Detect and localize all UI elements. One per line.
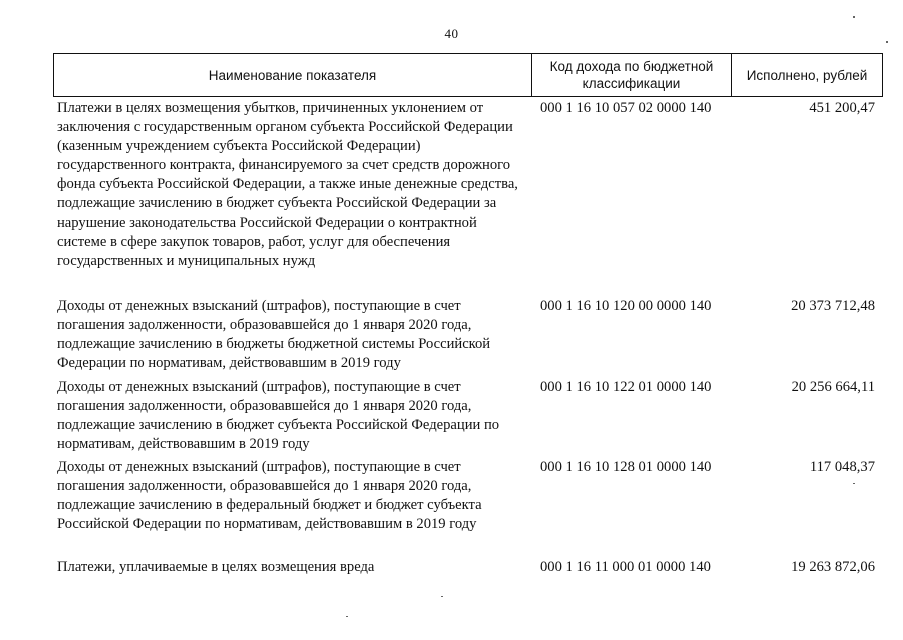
scan-speck xyxy=(853,16,855,18)
table-header-row xyxy=(53,53,883,97)
row-executed-amount: 117 048,37 xyxy=(809,459,875,475)
row-budget-code: 000 1 16 10 128 01 0000 140 xyxy=(540,459,712,475)
scan-speck xyxy=(886,41,888,43)
row-budget-code: 000 1 16 10 057 02 0000 140 xyxy=(540,100,712,116)
budget-revenue-table xyxy=(53,53,883,575)
row-indicator-name: Доходы от денежных взысканий (штрафов), поступающие в счет погашения задолженности, образовавшейся до 1 января 2020 года, подлежащие зачислению в федеральный бюджет и бюджет субъекта Российской Федерации по нормативам, действовавшим в 2019 году xyxy=(57,459,482,533)
header-indicator-name: Наименование показателя xyxy=(54,54,532,96)
row-indicator-name: Доходы от денежных взысканий (штрафов), поступающие в счет погашения задолженности, образовавшейся до 1 января 2020 года, подлежащие зачислению в бюджеты бюджетной системы Российской Федерации по нормативам, действовавшим в 2019 году xyxy=(57,298,491,372)
row-executed-amount: 20 373 712,48 xyxy=(791,298,875,314)
row-budget-code: 000 1 16 10 120 00 0000 140 xyxy=(540,298,712,314)
scan-speck xyxy=(441,596,443,597)
row-indicator-name: Платежи, уплачиваемые в целях возмещения вреда xyxy=(57,559,375,575)
scan-speck xyxy=(346,616,348,617)
row-executed-amount: 451 200,47 xyxy=(809,100,875,116)
header-executed-amount: Исполнено, рублей xyxy=(746,67,868,83)
header-budget-code: Код дохода по бюджетной классификации xyxy=(532,54,732,96)
scan-speck xyxy=(853,483,855,484)
row-budget-code: 000 1 16 11 000 01 0000 140 xyxy=(540,559,711,575)
page-number: 40 xyxy=(444,26,459,41)
row-budget-code: 000 1 16 10 122 01 0000 140 xyxy=(540,379,712,395)
row-indicator-name: Доходы от денежных взысканий (штрафов), поступающие в счет погашения задолженности, образовавшейся до 1 января 2020 года, подлежащие зачислению в бюджет субъекта Российской Федерации по нормативам, действовавшим в 2019 году xyxy=(57,379,500,453)
row-executed-amount: 20 256 664,11 xyxy=(791,379,875,395)
row-executed-amount: 19 263 872,06 xyxy=(791,559,875,575)
row-indicator-name: Платежи в целях возмещения убытков, причиненных уклонением от заключения с государственным органом субъекта Российской Федерации (казенным учреждением субъекта Российской Федерации) государственного контракта, финансируемого за счет средств дорожного фонда субъекта Российской Федерации, а также иные денежные средства, подлежащие зачислению в бюджет субъекта Российской Федерации за нарушение законодательства Российской Федерации о контрактной системе в сфере закупок товаров, работ, услуг для обеспечения государственных и муниципальных нужд xyxy=(57,100,518,269)
